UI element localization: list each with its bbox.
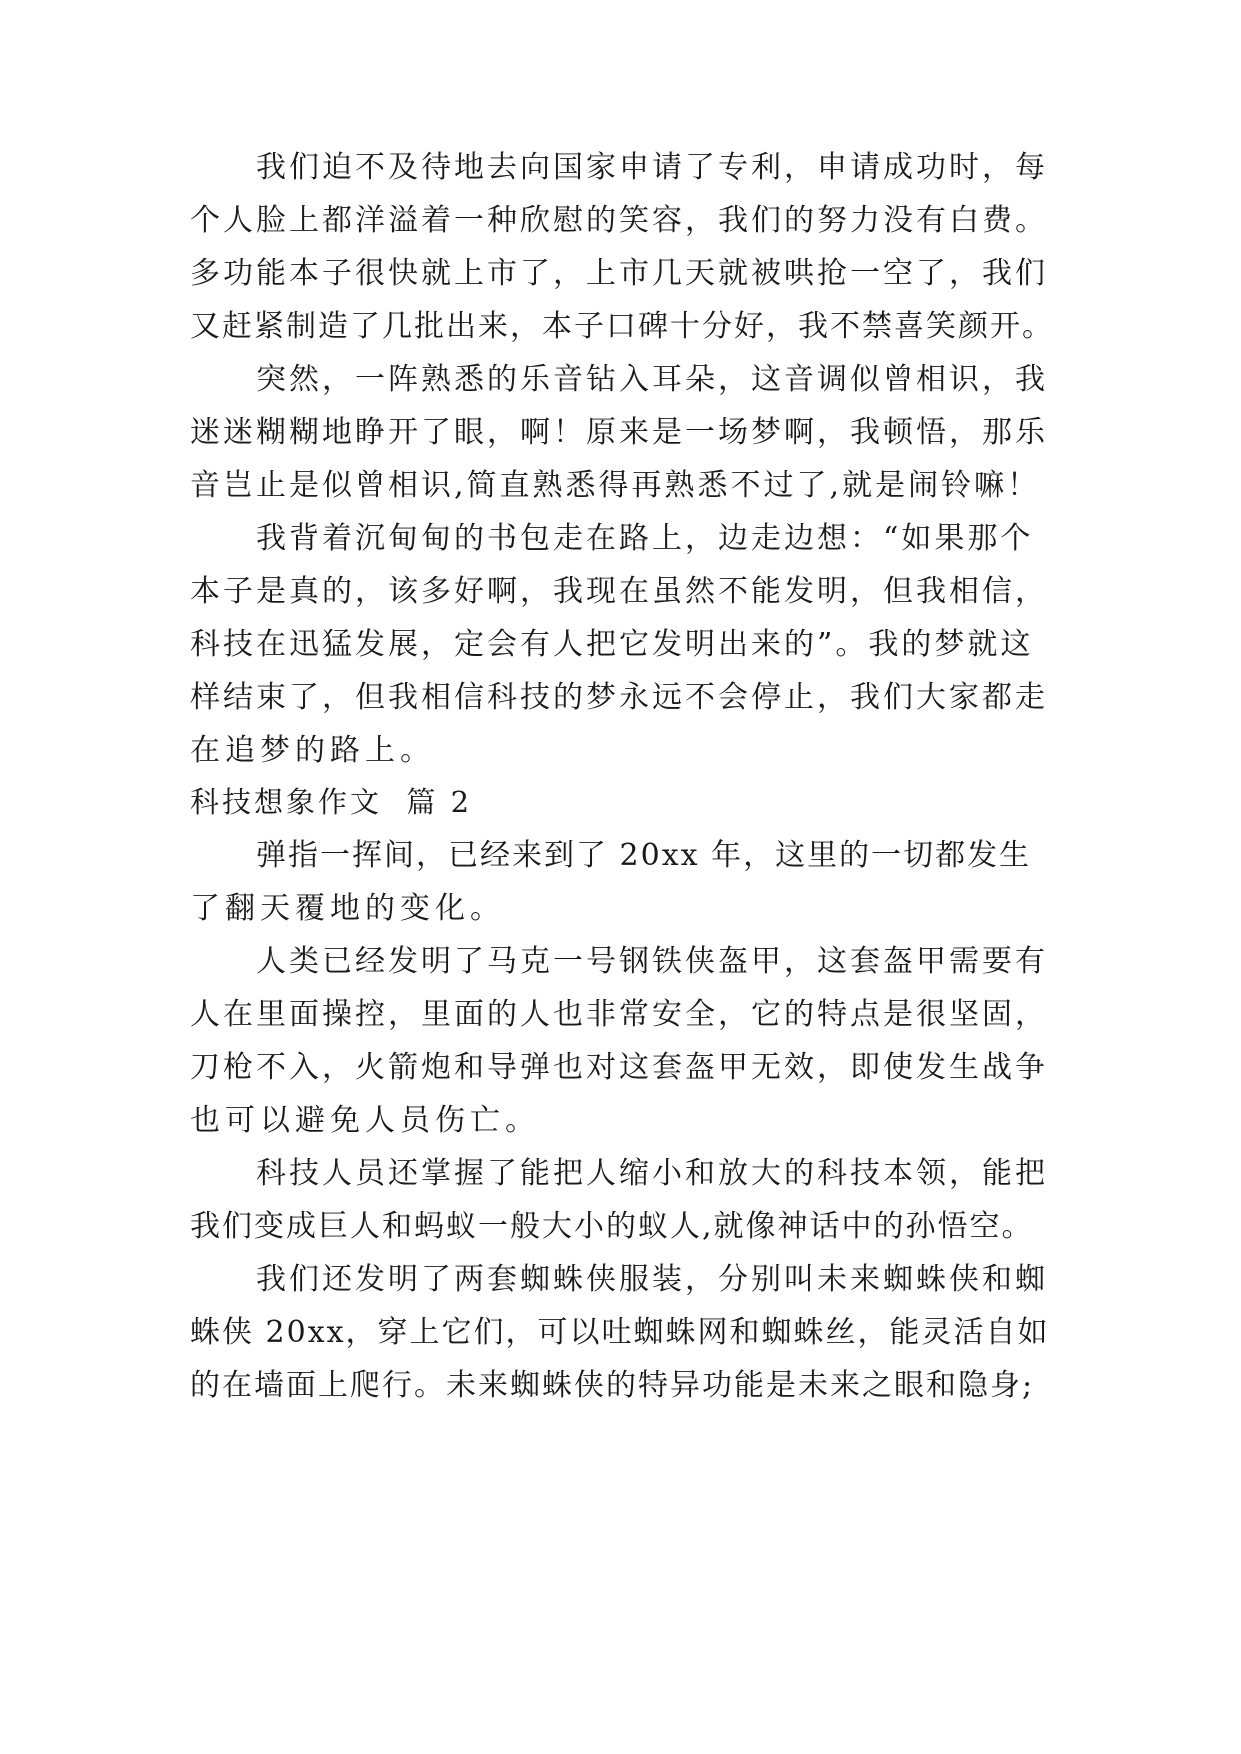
paragraph-line: 刀枪不入，火箭炮和导弹也对这套盔甲无效，即使发生战争	[190, 1050, 1048, 1085]
paragraph-line: 科技在迅猛发展，定会有人把它发明出来的”。我的梦就这	[190, 627, 1034, 662]
paragraph-line: 我们还发明了两套蜘蛛侠服装，分别叫未来蜘蛛侠和蜘	[256, 1262, 1048, 1297]
paragraph-line: 我们迫不及待地去向国家申请了专利，申请成功时，每	[256, 150, 1048, 185]
paragraph-line: 样结束了，但我相信科技的梦永远不会停止，我们大家都走	[190, 680, 1048, 715]
paragraph-line: 了翻天覆地的变化。	[190, 891, 505, 926]
paragraph-line: 我背着沉甸甸的书包走在路上，边走边想：“如果那个	[256, 521, 1034, 556]
paragraph-line: 个人脸上都洋溢着一种欣慰的笑容，我们的努力没有白费。	[190, 203, 1048, 238]
paragraph-line: 音岂止是似曾相识,简直熟悉得再熟悉不过了,就是闹铃嘛！	[190, 468, 1041, 503]
paragraph-line: 人在里面操控，里面的人也非常安全，它的特点是很坚固，	[190, 997, 1048, 1032]
paragraph-line: 科技人员还掌握了能把人缩小和放大的科技本领，能把	[256, 1156, 1048, 1191]
paragraph-line: 也可以避免人员伤亡。	[190, 1103, 540, 1138]
paragraph-line: 本子是真的，该多好啊，我现在虽然不能发明，但我相信，	[190, 574, 1048, 609]
paragraph-line: 迷迷糊糊地睁开了眼，啊！原来是一场梦啊，我顿悟，那乐	[190, 415, 1048, 450]
paragraph-line: 弹指一挥间，已经来到了 20xx 年，这里的一切都发生	[256, 838, 1032, 873]
paragraph-line: 的在墙面上爬行。未来蜘蛛侠的特异功能是未来之眼和隐身;	[190, 1368, 1035, 1403]
paragraph-line: 在追梦的路上。	[190, 733, 435, 768]
paragraph-line: 人类已经发明了马克一号钢铁侠盔甲，这套盔甲需要有	[256, 944, 1048, 979]
paragraph-line: 蛛侠 20xx，穿上它们，可以吐蜘蛛网和蜘蛛丝，能灵活自如	[190, 1315, 1050, 1350]
paragraph-line: 多功能本子很快就上市了，上市几天就被哄抢一空了，我们	[190, 256, 1048, 291]
paragraph-line: 我们变成巨人和蚂蚁一般大小的蚁人,就像神话中的孙悟空。	[190, 1209, 1034, 1244]
paragraph-line: 又赶紧制造了几批出来，本子口碑十分好，我不禁喜笑颜开。	[190, 309, 1054, 344]
section-heading: 科技想象作文 篇 2	[190, 785, 473, 819]
paragraph-line: 突然，一阵熟悉的乐音钻入耳朵，这音调似曾相识，我	[256, 362, 1048, 397]
